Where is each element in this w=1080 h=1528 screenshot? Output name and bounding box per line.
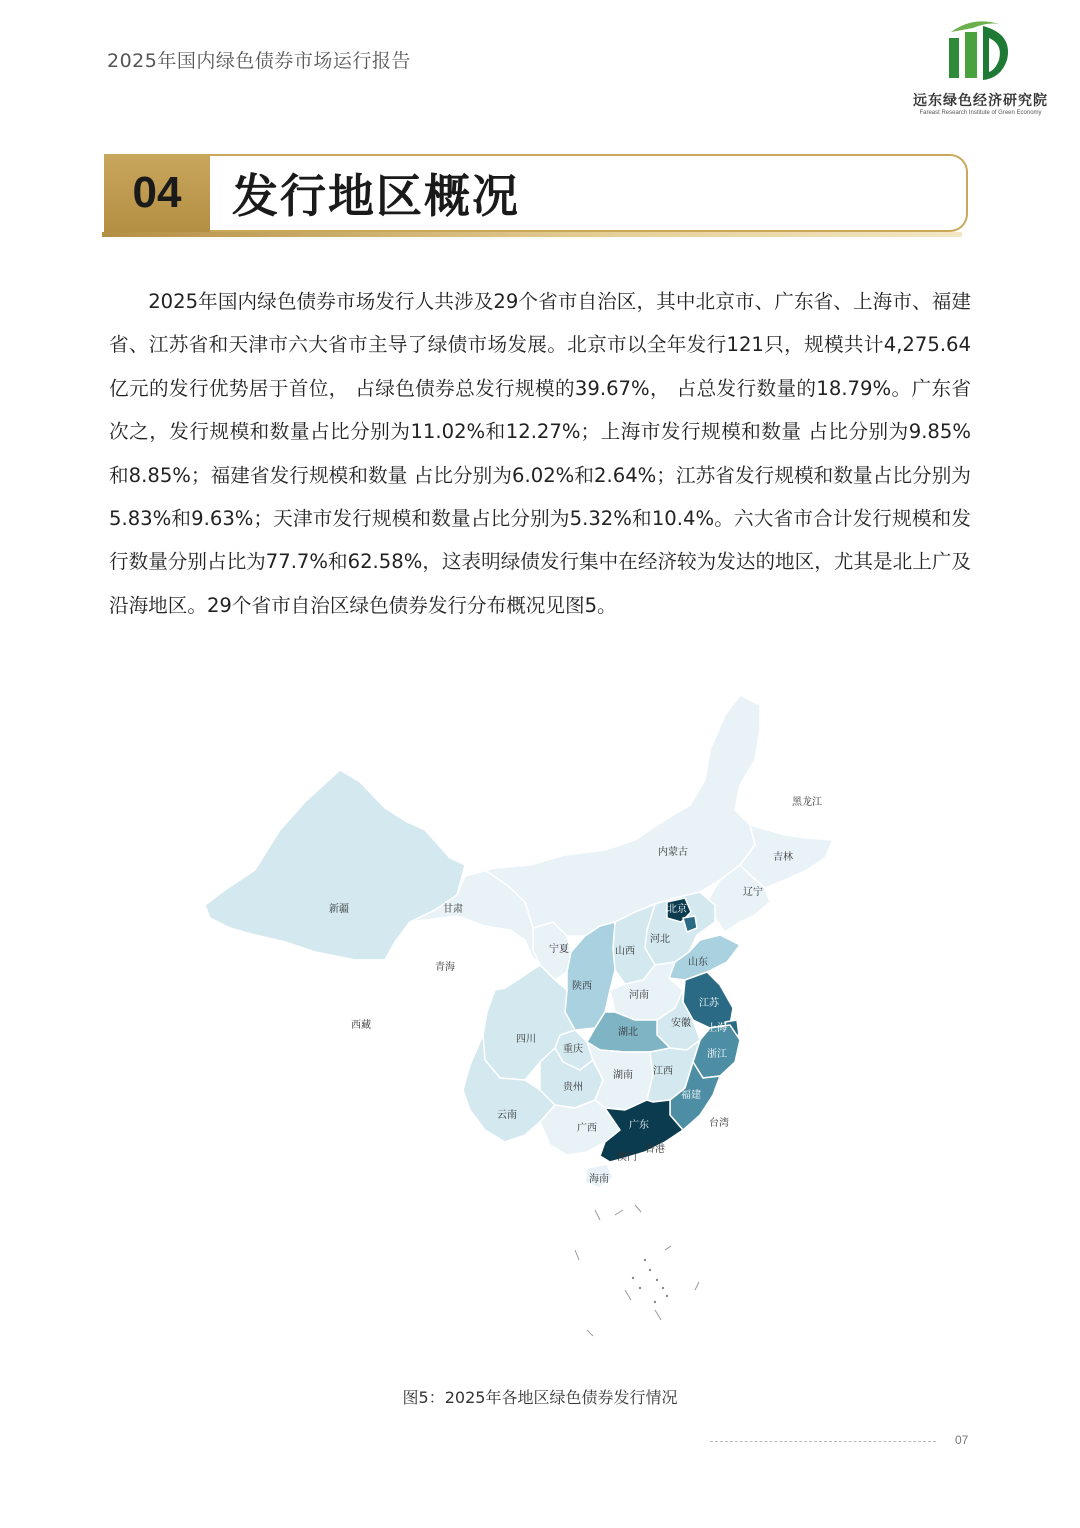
label-liaoning: 辽宁 (743, 887, 763, 898)
label-ningxia: 宁夏 (549, 944, 569, 955)
label-yunnan: 云南 (497, 1110, 517, 1121)
label-macau: 澳门 (617, 1152, 637, 1163)
label-neimenggu: 内蒙古 (658, 847, 688, 858)
label-hebei: 河北 (650, 934, 670, 945)
body-paragraph: 2025年国内绿色债券市场发行人共涉及29个省市自治区，其中北京市、广东省、上海市、福建省、江苏省和天津市六大省市主导了绿债市场发展。北京市以全年发行121只，规模共计4,275.64亿元的发行优势居于首位， 占绿色债券总发行规模的39.67%， 占总发行数量的18.79%。广东省次之，发行规模和数量占比分别为11.02%和12.27%；上海市发行规模和数量 占比分别为9.85%和8.85%；福建省发行规模和数量 占比分别为6.02%和2.64%；江苏省发行规模和数量占比分别为5.83%和9.63%；天津市发行规模和数量占比分别为5.32%和10.4%。六大省市合计发行规模和发行数量分别占比为77.7%和62.58%，这表明绿债发行集中在经济较为发达的地区，尤其是北上广及沿海地区。29个省市自治区绿色债券发行分布概况见图5。 (109, 290, 971, 617)
figure-caption: 图5：2025年各地区绿色债券发行情况 (402, 1388, 678, 1407)
label-shanghai: 上海 (707, 1023, 727, 1034)
china-map-figure (195, 690, 895, 1350)
logo-english-name: Fareast Research Institute of Green Economy (919, 110, 1042, 116)
report-header-title: 2025年国内绿色债券市场运行报告 (107, 50, 411, 72)
label-heilongjiang: 黑龙江 (792, 797, 822, 808)
footer-divider (710, 1441, 936, 1442)
logo-mark-icon (943, 14, 1015, 84)
label-jiangxi: 江西 (653, 1066, 673, 1077)
label-xinjiang: 新疆 (329, 904, 349, 915)
label-hubei: 湖北 (618, 1027, 638, 1038)
label-guizhou: 贵州 (563, 1082, 583, 1093)
label-shaanxi: 陕西 (572, 981, 592, 992)
label-beijing: 北京 (667, 904, 687, 915)
label-jilin: 吉林 (773, 852, 793, 863)
label-chongqing: 重庆 (563, 1044, 583, 1055)
label-guangdong: 广东 (629, 1120, 649, 1131)
south-china-sea-islands (575, 1205, 699, 1336)
label-sichuan: 四川 (516, 1034, 536, 1045)
logo-chinese-name: 远东绿色经济研究院 (913, 93, 1048, 109)
label-qinghai: 青海 (435, 962, 455, 973)
section-title: 发行地区概况 (232, 169, 520, 223)
china-choropleth-map (195, 690, 895, 1350)
label-henan: 河南 (629, 990, 649, 1001)
label-taiwan: 台湾 (709, 1118, 729, 1129)
page-number: 07 (955, 1433, 969, 1447)
label-shanxi: 山西 (615, 946, 635, 957)
label-hainan: 海南 (589, 1174, 609, 1185)
south-china-sea-dots (632, 1259, 668, 1303)
section-underbar (102, 232, 962, 237)
label-guangxi: 广西 (577, 1123, 597, 1134)
label-fujian: 福建 (681, 1090, 701, 1101)
label-anhui: 安徽 (671, 1018, 691, 1029)
institute-logo (898, 14, 1063, 124)
label-hunan: 湖南 (613, 1070, 633, 1081)
label-jiangsu: 江苏 (699, 998, 719, 1009)
section-number: 04 (104, 154, 210, 232)
label-xizang: 西藏 (351, 1020, 371, 1031)
label-gansu: 甘肃 (443, 904, 463, 915)
label-zhejiang: 浙江 (707, 1049, 727, 1060)
label-shandong: 山东 (688, 957, 708, 968)
label-hongkong: 香港 (645, 1144, 665, 1155)
